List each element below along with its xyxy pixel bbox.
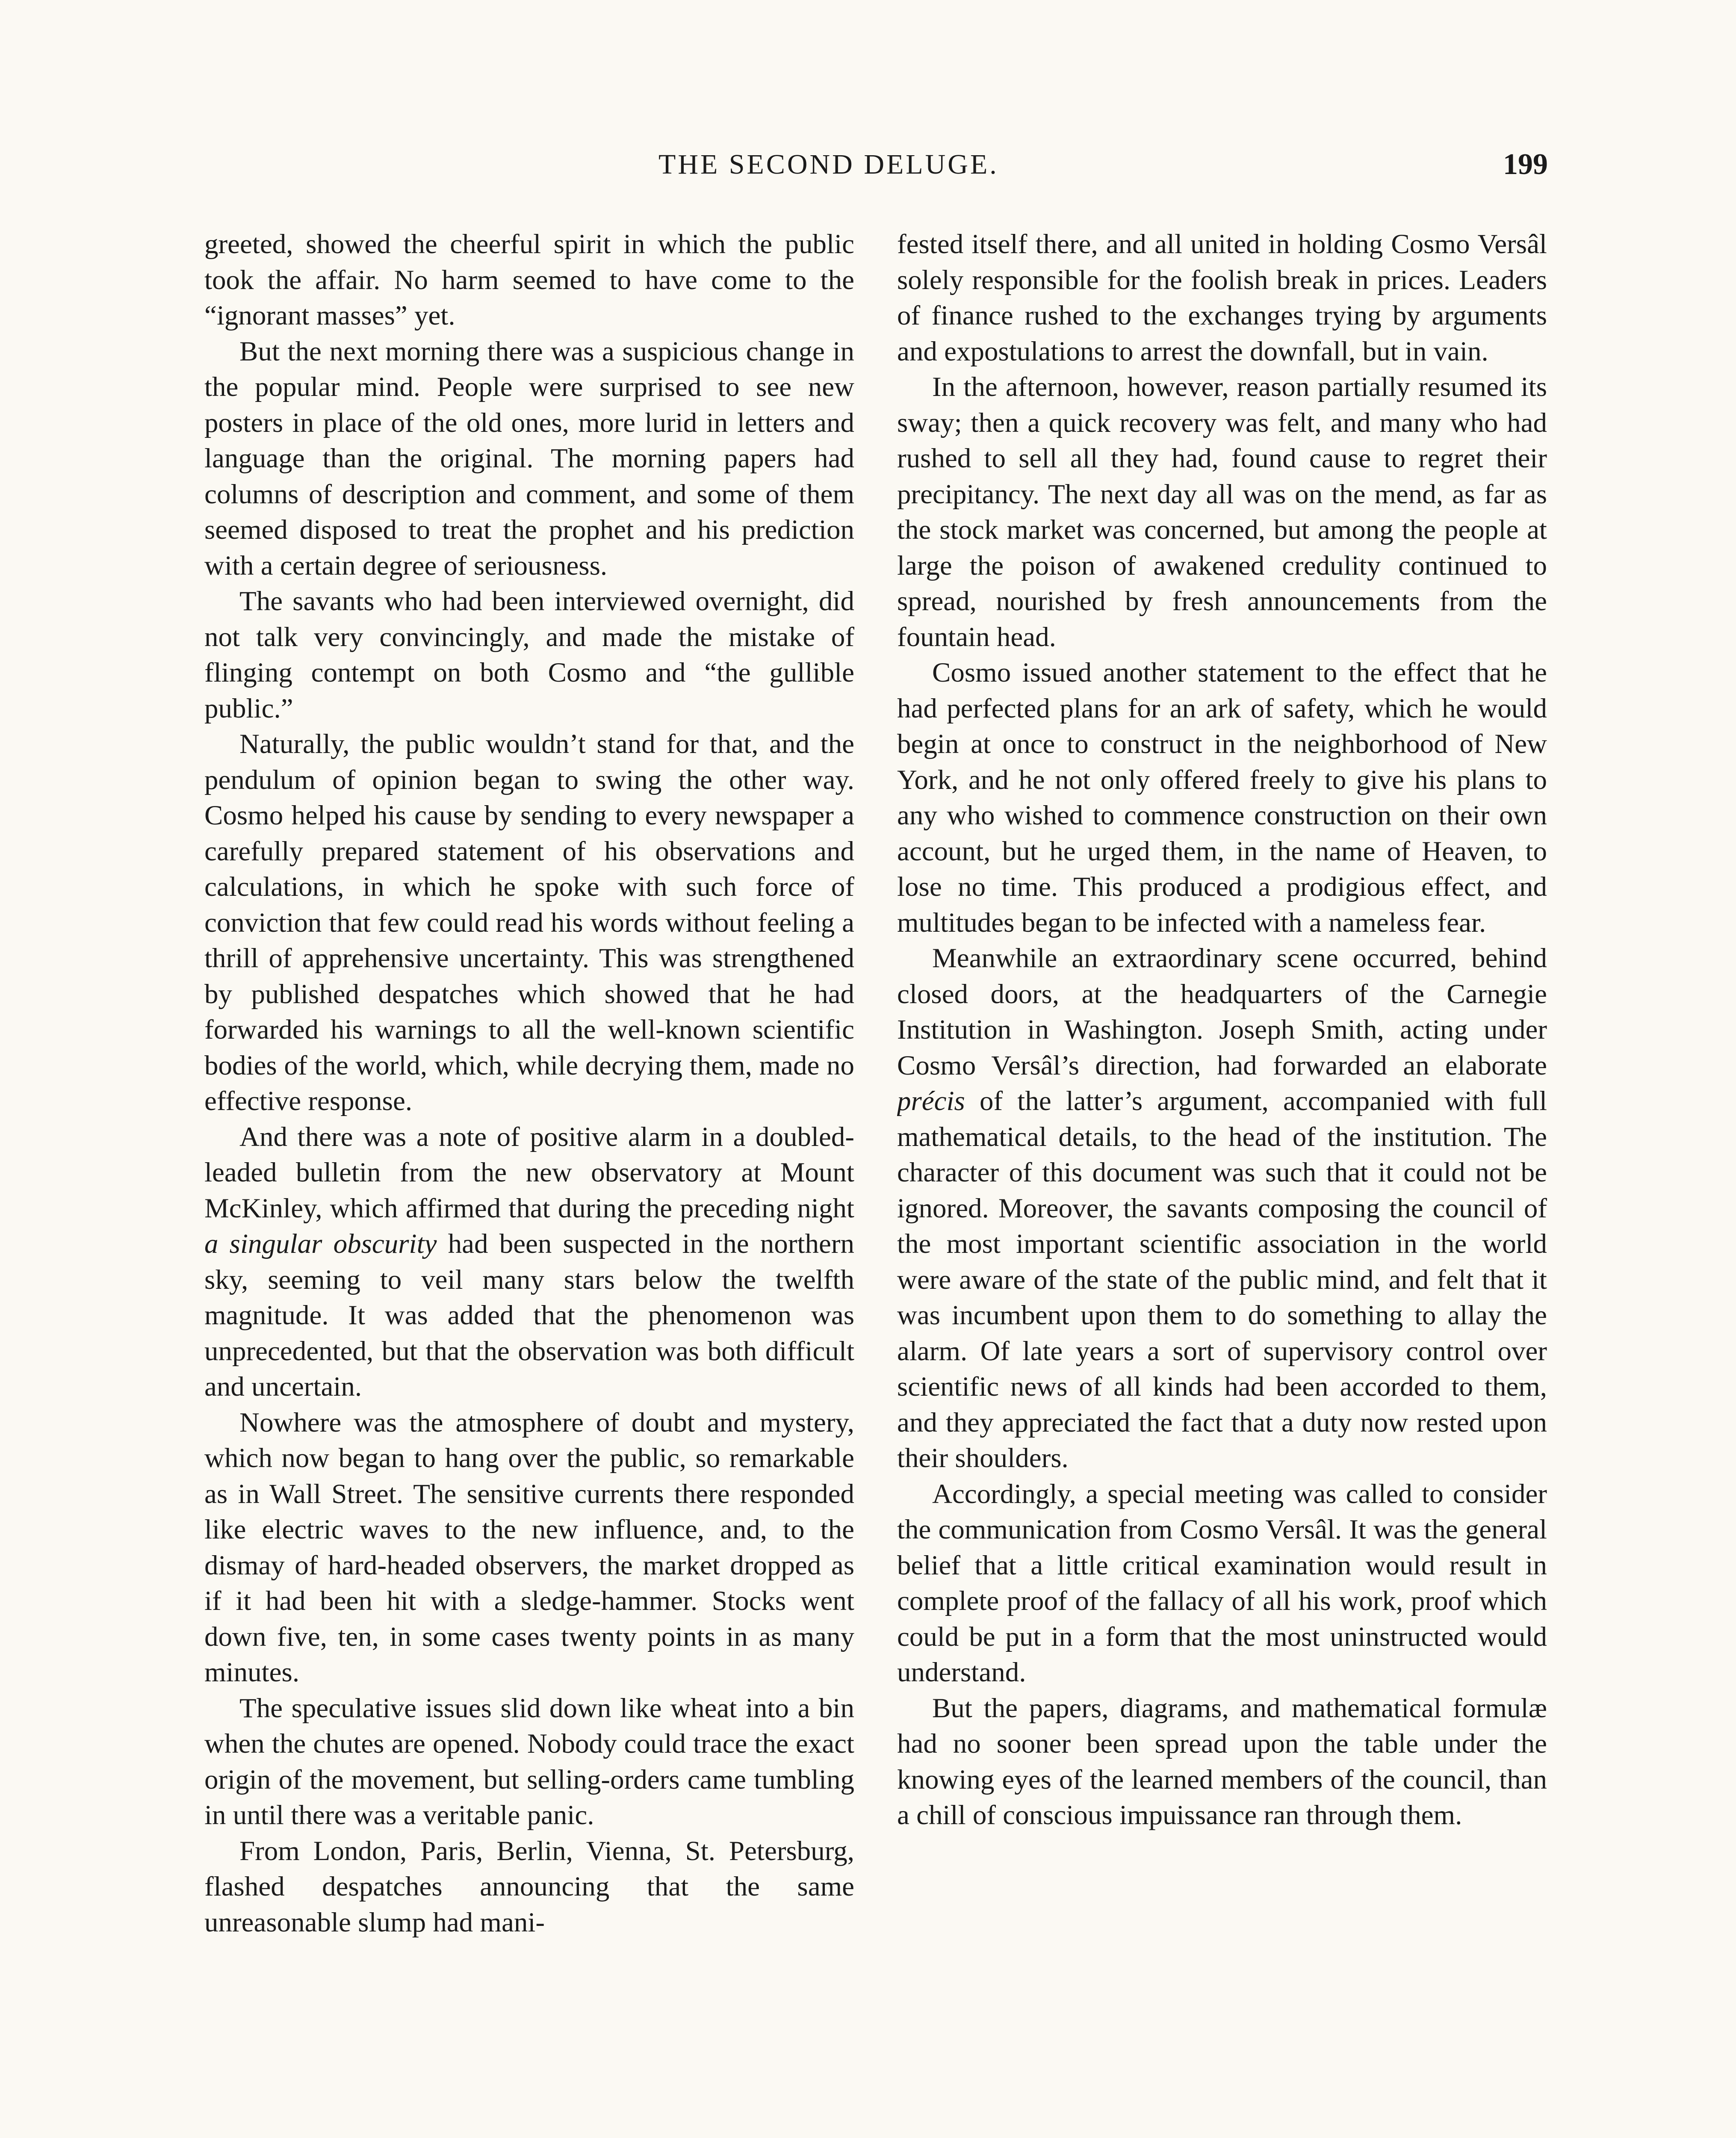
paragraph-text: Meanwhile an extraordinary scene occurred, behind closed doors, at the headquarters of the Carnegie Institution in Washington. Joseph Smith, acting under Cosmo Versâl’s direction, had forwarded an elaborate [897, 943, 1547, 1081]
paragraph: Cosmo issued another statement to the effect that he had perfected plans for an ark of safety, which he would begin at once to construct in the neighborhood of New York, and he not only offered freely to give his plans to any who wished to commence construction on their own account, but he urged them, in the name of Heaven, to lose no time. This produced a prodigious effect, and multitudes began to be infected with a nameless fear. [897, 657, 1547, 938]
paragraph [897, 941, 1547, 1477]
paragraph-text: And there was a note of positive alarm in a doubled-leaded bulletin from the new observatory at Mount McKinley, which affirmed that during the preceding night [204, 1121, 854, 1224]
paragraph: From London, Paris, Berlin, Vienna, St. Petersburg, flashed despatches announcing that the same unreasonable slump had mani- [204, 1835, 854, 1938]
emphasis-text: a singular obscurity [204, 1228, 437, 1259]
paragraph-text: of the latter’s argument, accompanied with full mathematical details, to the head of the institution. The character of this document was such that it could not be ignored. Moreover, the savants composing the council of the most important scientific association in the world were aware of the state of the public mind, and felt that it was incumbent upon them to do something to allay the alarm. Of late years a sort of supervisory control over scientific news of all kinds had been accorded to them, and they appreciated the fact that a duty now rested upon their shoulders. [897, 1086, 1547, 1474]
paragraph: But the next morning there was a suspicious change in the popular mind. People were surprised to see new posters in place of the old ones, more lurid in letters and language than the original. The morning papers had columns of description and comment, and some of them seemed disposed to treat the prophet and his prediction with a certain degree of seriousness. [204, 336, 854, 581]
left-column [204, 227, 854, 2138]
page-number: 199 [1503, 148, 1548, 181]
paragraph [204, 1119, 854, 1405]
running-title: THE SECOND DELUGE. [658, 149, 999, 180]
paragraph: The speculative issues slid down like wheat into a bin when the chutes are opened. Nobody could trace the exact origin of the movement, but selling-orders came tumbling in until there was a veritable panic. [204, 1692, 854, 1831]
paragraph: But the papers, diagrams, and mathematical formulæ had no sooner been spread upon the table under the knowing eyes of the learned members of the council, than a chill of conscious impuissance ran through them. [897, 1692, 1547, 1831]
paragraph-text: had been suspected in the northern sky, seeming to veil many stars below the twelfth magnitude. It was added that the phenomenon was unprecedented, but that the observation was both difficult and uncertain. [204, 1228, 854, 1402]
paragraph: Accordingly, a special meeting was called to consider the communication from Cosmo Versâl. It was the general belief that a little critical examination would result in complete proof of the fallacy of all his work, proof which could be put in a form that the most uninstructed would understand. [897, 1478, 1547, 1688]
paragraph: greeted, showed the cheerful spirit in which the public took the affair. No harm seemed to have come to the “ignorant masses” yet. [204, 229, 854, 331]
paragraph: Nowhere was the atmosphere of doubt and mystery, which now began to hang over the public, so remarkable as in Wall Street. The sensitive currents there responded like electric waves to the new influence, and, to the dismay of hard-headed observers, the market dropped as if it had been hit with a sledge-hammer. Stocks went down five, ten, in some cases twenty points in as many minutes. [204, 1407, 854, 1688]
emphasis-text: précis [897, 1086, 965, 1116]
right-column [897, 227, 1547, 2138]
paragraph: In the afternoon, however, reason partially resumed its sway; then a quick recovery was felt, and many who had rushed to sell all they had, found cause to regret their precipitancy. The next day all was on the mend, as far as the stock market was concerned, but among the people at large the poison of awakened credulity continued to spread, nourished by fresh announcements from the fountain head. [897, 372, 1547, 653]
paragraph: The savants who had been interviewed overnight, did not talk very convincingly, and made the mistake of flinging contempt on both Cosmo and “the gullible public.” [204, 586, 854, 724]
paragraph: Naturally, the public wouldn’t stand for that, and the pendulum of opinion began to swing the other way. Cosmo helped his cause by sending to every newspaper a carefully prepared statement of his observations and calculations, in which he spoke with such force of conviction that few could read his words without feeling a thrill of apprehensive uncertainty. This was strengthened by published despatches which showed that he had forwarded his warnings to all the well-known scientific bodies of the world, which, while decrying them, made no effective response. [204, 729, 854, 1116]
running-head [201, 141, 1548, 188]
paragraph: fested itself there, and all united in holding Cosmo Versâl solely responsible for the foolish break in prices. Leaders of finance rushed to the exchanges trying by arguments and expostulations to arrest the downfall, but in vain. [897, 229, 1547, 367]
